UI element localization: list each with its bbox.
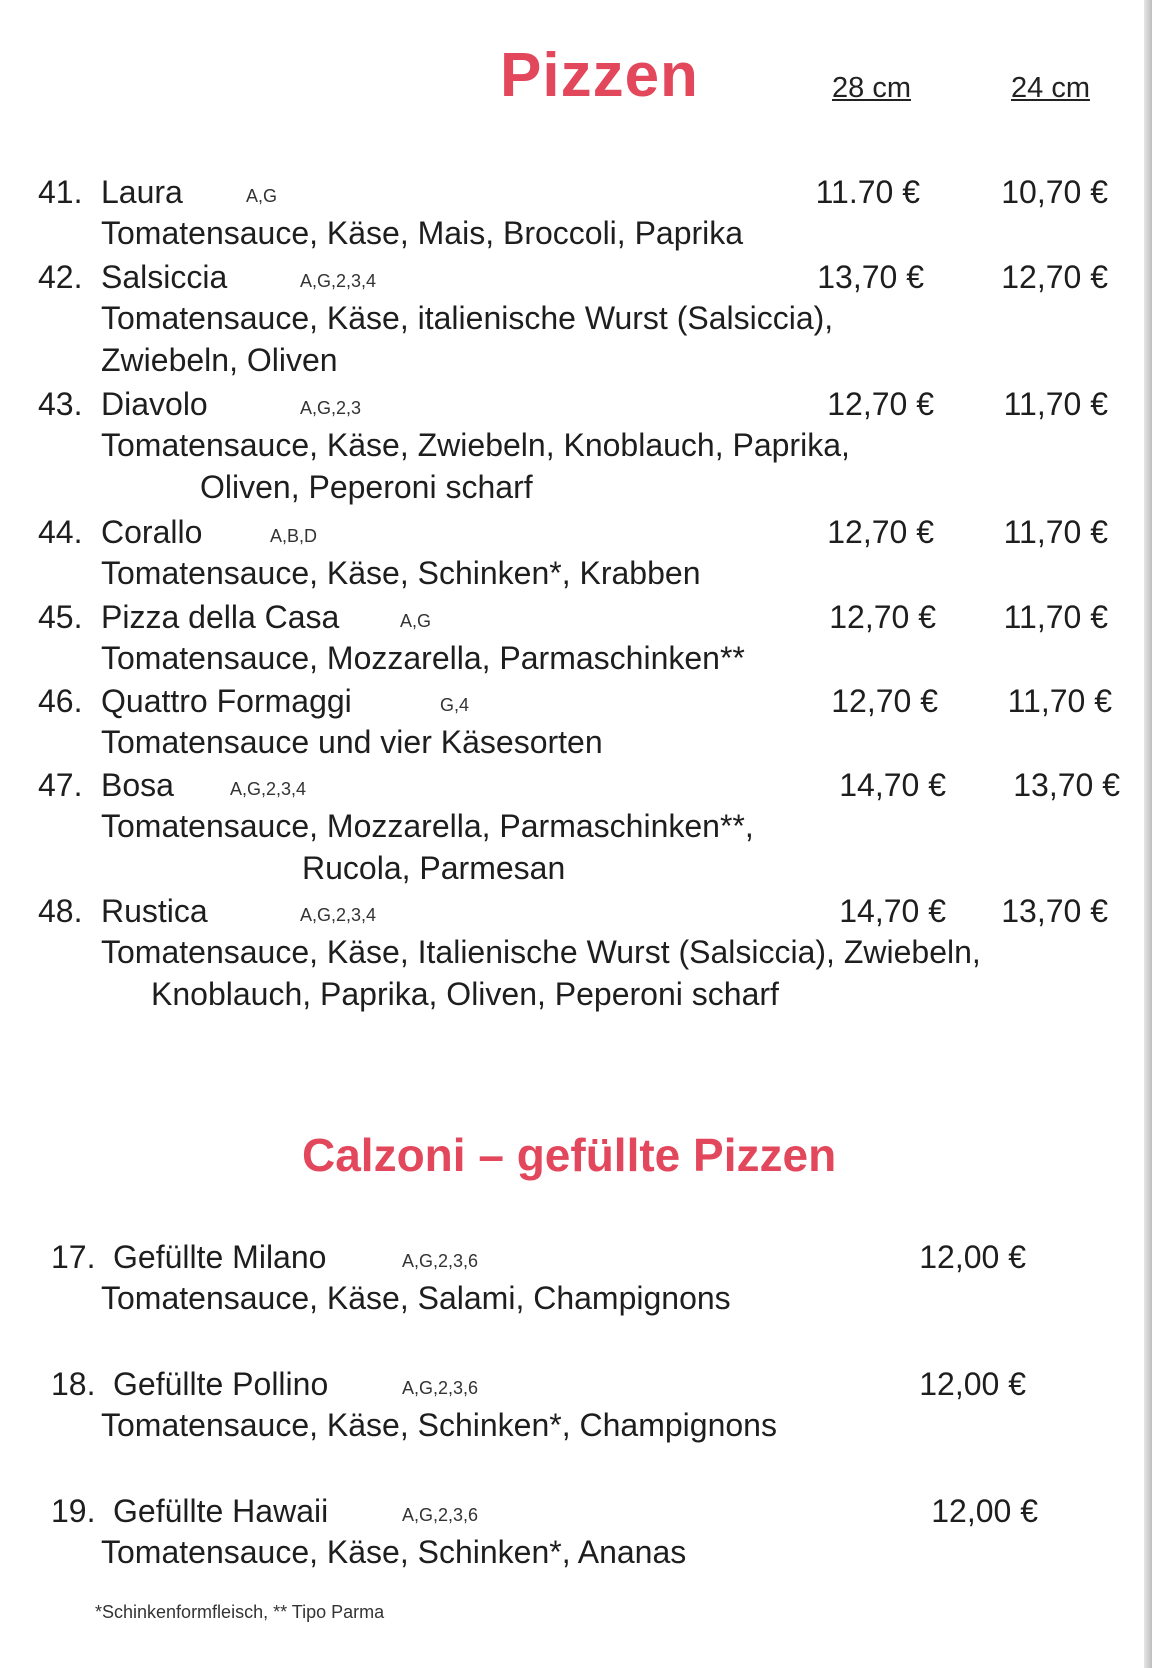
price-28: 13,70 € xyxy=(817,259,924,295)
price-28: 14,70 € xyxy=(839,893,946,929)
footnote: *Schinkenformfleisch, ** Tipo Parma xyxy=(95,1602,385,1622)
price-28: 14,70 € xyxy=(839,767,946,803)
item-number: 43. xyxy=(38,386,83,422)
item-allergens: A,G,2,3,6 xyxy=(402,1378,479,1398)
item-allergens: A,G,2,3,4 xyxy=(230,779,307,799)
pizzen-title: Pizzen xyxy=(500,41,699,110)
size-24-header: 24 cm xyxy=(1011,72,1090,104)
item-price: 12,00 € xyxy=(931,1493,1038,1529)
item-number: 19. xyxy=(51,1493,96,1529)
item-description-cont: Rucola, Parmesan xyxy=(302,850,566,886)
item-number: 47. xyxy=(38,767,83,803)
item-price: 12,00 € xyxy=(919,1239,1026,1275)
item-allergens: A,G,2,3 xyxy=(300,398,362,418)
item-allergens: A,G xyxy=(246,186,278,206)
item-description: Tomatensauce, Käse, Mais, Broccoli, Paprika xyxy=(101,215,744,251)
item-description: Tomatensauce, Käse, Zwiebeln, Knoblauch, Paprika, xyxy=(101,427,850,463)
price-28: 12,70 € xyxy=(827,514,934,550)
page-edge xyxy=(1144,0,1152,1668)
item-number: 48. xyxy=(38,893,83,929)
item-name: Diavolo xyxy=(101,386,208,422)
item-number: 18. xyxy=(51,1366,96,1402)
item-description: Tomatensauce und vier Käsesorten xyxy=(101,724,603,760)
item-name: Quattro Formaggi xyxy=(101,683,352,719)
item-description: Tomatensauce, Käse, Schinken*, Krabben xyxy=(101,555,701,591)
item-number: 42. xyxy=(38,259,83,295)
price-24: 10,70 € xyxy=(1001,174,1108,210)
price-24: 11,70 € xyxy=(1003,599,1108,635)
item-name: Gefüllte Hawaii xyxy=(113,1493,329,1529)
item-description-cont: Knoblauch, Paprika, Oliven, Peperoni scharf xyxy=(151,976,779,1012)
item-name: Laura xyxy=(101,174,183,210)
item-description-cont: Zwiebeln, Oliven xyxy=(101,342,338,378)
price-24: 11,70 € xyxy=(1007,683,1112,719)
item-allergens: A,G,2,3,6 xyxy=(402,1251,479,1271)
item-number: 44. xyxy=(38,514,83,550)
item-description: Tomatensauce, Käse, Schinken*, Champignons xyxy=(101,1407,777,1443)
price-28: 11.70 € xyxy=(815,174,920,210)
calzoni-title: Calzoni – gefüllte Pizzen xyxy=(302,1129,837,1181)
price-24: 11,70 € xyxy=(1003,514,1108,550)
item-description: Tomatensauce, Käse, Italienische Wurst (Salsiccia), Zwiebeln, xyxy=(101,934,981,970)
item-name: Bosa xyxy=(101,767,174,803)
item-allergens: G,4 xyxy=(440,695,470,715)
price-28: 12,70 € xyxy=(827,386,934,422)
item-allergens: A,G,2,3,4 xyxy=(300,905,377,925)
price-24: 13,70 € xyxy=(1013,767,1120,803)
item-name: Corallo xyxy=(101,514,203,550)
item-number: 41. xyxy=(38,174,83,210)
item-number: 46. xyxy=(38,683,83,719)
size-28-header: 28 cm xyxy=(832,72,911,104)
price-24: 11,70 € xyxy=(1003,386,1108,422)
price-24: 12,70 € xyxy=(1001,259,1108,295)
item-allergens: A,G,2,3,6 xyxy=(402,1505,479,1525)
item-number: 45. xyxy=(38,599,83,635)
price-28: 12,70 € xyxy=(831,683,938,719)
item-allergens: A,G,2,3,4 xyxy=(300,271,377,291)
price-24: 13,70 € xyxy=(1001,893,1108,929)
item-name: Gefüllte Pollino xyxy=(113,1366,329,1402)
item-name: Salsiccia xyxy=(101,259,228,295)
item-number: 17. xyxy=(51,1239,96,1275)
item-description: Tomatensauce, Mozzarella, Parmaschinken** xyxy=(101,640,745,676)
item-description: Tomatensauce, Käse, Schinken*, Ananas xyxy=(101,1534,687,1570)
item-description: Tomatensauce, Käse, italienische Wurst (Salsiccia), xyxy=(101,300,834,336)
item-name: Gefüllte Milano xyxy=(113,1239,327,1275)
item-price: 12,00 € xyxy=(919,1366,1026,1402)
item-description: Tomatensauce, Mozzarella, Parmaschinken**, xyxy=(101,808,754,844)
item-name: Pizza della Casa xyxy=(101,599,340,635)
item-allergens: A,B,D xyxy=(270,526,318,546)
item-description: Tomatensauce, Käse, Salami, Champignons xyxy=(101,1280,731,1316)
price-28: 12,70 € xyxy=(829,599,936,635)
item-name: Rustica xyxy=(101,893,208,929)
item-description-cont: Oliven, Peperoni scharf xyxy=(200,469,533,505)
item-allergens: A,G xyxy=(400,611,432,631)
